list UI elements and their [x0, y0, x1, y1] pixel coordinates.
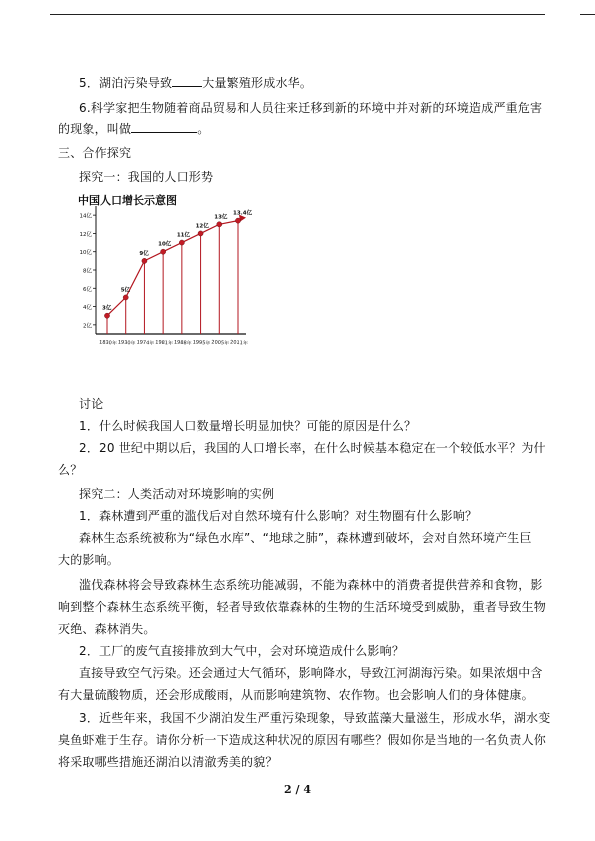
population-chart [78, 192, 253, 364]
data-point [235, 218, 240, 223]
data-point [104, 313, 109, 318]
x-tick-label: 1988年 [173, 339, 192, 347]
y-tick-label: 6亿 [83, 286, 92, 293]
data-label: 11亿 [176, 232, 191, 239]
x-tick-label: 1930年 [117, 339, 136, 347]
y-tick-label: 2亿 [83, 323, 92, 330]
example-2-para-line2: 有大量硫酸物质，还会形成酸雨，从而影响建筑物、农作物。也会影响人们的身体健康。 [58, 688, 534, 702]
explore-1-heading: 探究一：我国的人口形势 [79, 170, 214, 184]
example-2-question: 2．工厂的废气直接排放到大气中，会对环境造成什么影响？ [79, 644, 405, 658]
question-5 [79, 72, 536, 94]
x-tick-label: 1995年 [192, 339, 211, 347]
example-1-para2-line2: 响到整个森林生态系统平衡，轻者导致依靠森林的生物的生活环境受到威胁，重者导致生物 [58, 600, 547, 614]
data-point [179, 240, 184, 245]
x-tick-label: 1830年 [98, 339, 117, 347]
q6-blank[interactable] [131, 118, 197, 133]
data-label: 10亿 [158, 241, 172, 248]
q5-blank[interactable] [172, 72, 202, 87]
y-tick-label: 12亿 [79, 231, 92, 238]
chart-title: 中国人口增长示意图 [78, 194, 177, 207]
explore-2-heading: 探究二：人类活动对环境影响的实例 [79, 487, 275, 501]
example-1-para2-line3: 灭绝、森林消失。 [58, 622, 156, 636]
y-tick-label: 4亿 [83, 305, 92, 312]
question-6-line2 [58, 118, 536, 140]
page-number: 2 / 4 [284, 783, 311, 796]
example-2-para-line1: 直接导致空气污染。还会通过大气循环，影响降水，导致江河湖海污染。如果浓烟中含 [79, 666, 543, 680]
data-label: 13.4亿 [233, 210, 253, 217]
data-point [217, 222, 222, 227]
x-tick-label: 2011年 [229, 339, 248, 347]
discussion-q2-line1: 2．20 世纪中期以后，我国的人口增长率，在什么时候基本稳定在一个较低水平？为什 [79, 441, 546, 455]
example-1-para1-line1: 森林生态系统被称为“绿色水库”、“地球之肺”，森林遭到破坏，会对自然环境产生巨 [79, 531, 532, 545]
discussion-heading: 讨论 [79, 397, 104, 411]
data-label: 12亿 [195, 223, 209, 230]
header-rule-corner [580, 14, 595, 15]
discussion-q2-line2: 么？ [58, 463, 83, 477]
x-tick-label: 1974年 [136, 339, 155, 347]
data-point [123, 295, 128, 300]
x-tick-label: 2005年 [211, 339, 230, 347]
data-label: 3亿 [102, 305, 112, 312]
data-label: 13亿 [214, 214, 228, 221]
data-label: 5亿 [120, 287, 131, 294]
q6-text-start: 的现象，叫做 [58, 122, 132, 136]
example-1-para1-line2: 大的影响。 [58, 553, 120, 567]
series-line [107, 221, 238, 316]
section-heading: 三、合作探究 [58, 146, 132, 160]
x-tick-label: 1981年 [155, 339, 174, 347]
data-point [198, 231, 203, 236]
discussion-q1: 1．什么时候我国人口数量增长明显加快？可能的原因是什么？ [79, 419, 417, 433]
y-tick-label: 10亿 [79, 250, 92, 257]
data-point [161, 249, 166, 254]
q6-text-end: 。 [197, 122, 210, 136]
y-tick-label: 14亿 [79, 213, 92, 220]
data-label: 9亿 [139, 250, 149, 257]
q5-text-start: 5．湖泊污染导致 [79, 76, 173, 90]
q5-text-end: 大量繁殖形成水华。 [202, 76, 313, 90]
y-tick-label: 8亿 [83, 268, 92, 275]
question-6-line1: 6.科学家把生物随着商品贸易和人员往来迁移到新的环境中并对新的环境造成严重危害 [79, 101, 543, 115]
example-3-line1: 3．近些年来，我国不少湖泊发生严重污染现象，导致蓝藻大量滋生，形成水华，湖水变 [79, 711, 551, 725]
data-point [142, 258, 147, 263]
example-3-line2: 臭鱼虾难于生存。请你分析一下造成这种状况的原因有哪些？假如你是当地的一名负责人你 [58, 733, 547, 747]
example-3-line3: 将采取哪些措施还湖泊以清澈秀美的貌？ [58, 755, 278, 769]
example-1-question: 1．森林遭到严重的滥伐后对自然环境有什么影响？对生物圈有什么影响？ [79, 509, 478, 523]
header-rule [50, 14, 545, 15]
example-1-para2-line1: 滥伐森林将会导致森林生态系统功能减弱，不能为森林中的消费者提供营养和食物，影 [79, 578, 543, 592]
